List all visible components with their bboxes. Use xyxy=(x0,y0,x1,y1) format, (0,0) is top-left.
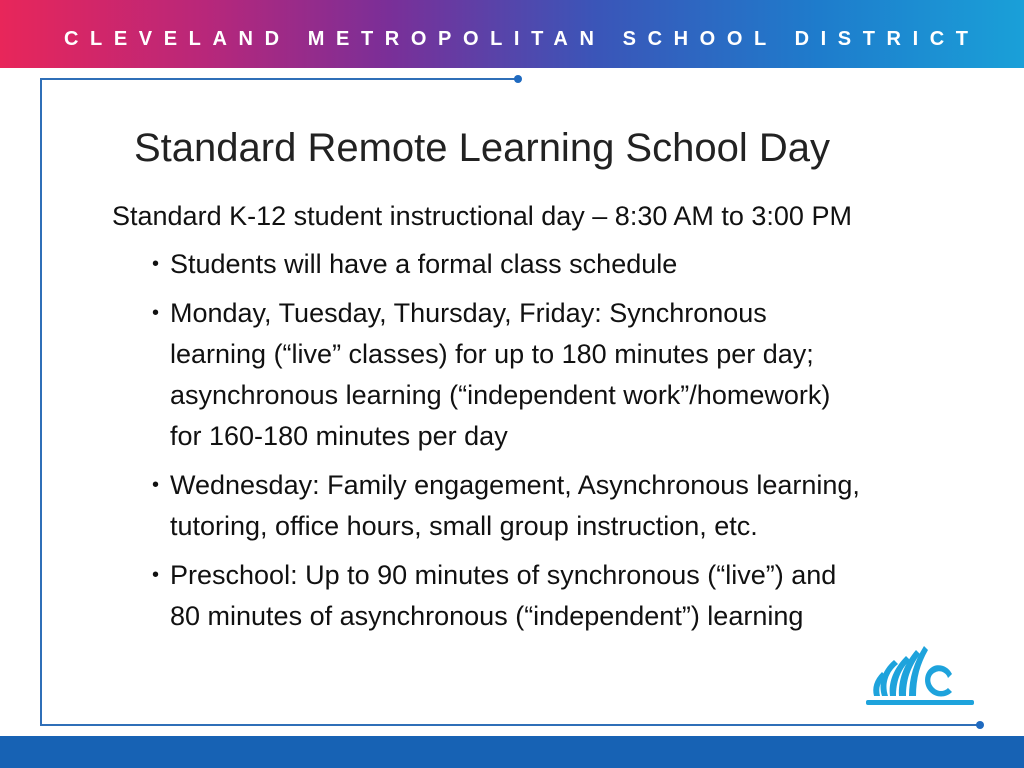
bullet-text: Monday, Tuesday, Thursday, Friday: Synchronous learning (“live” classes) for up to 180 minutes per day; asynchronous learning (“independent work”/homework) for 160-180 minutes per day xyxy=(170,298,831,451)
bullet-icon: • xyxy=(152,253,160,275)
frame-bottom-line xyxy=(40,724,980,726)
slide-body xyxy=(112,196,992,645)
bullet-icon: • xyxy=(152,564,160,586)
intro-line: Standard K-12 student instructional day – 8:30 AM to 3:00 PM xyxy=(112,201,852,231)
list-item xyxy=(112,244,992,285)
footer-bar xyxy=(0,736,1024,768)
district-logo-icon xyxy=(864,644,976,714)
list-item xyxy=(112,465,992,547)
bullet-text: Students will have a formal class schedule xyxy=(170,249,678,279)
slide-title: Standard Remote Learning School Day xyxy=(134,126,830,170)
frame-bottom-dot xyxy=(976,721,984,729)
frame-top-dot xyxy=(514,75,522,83)
frame-left-line xyxy=(40,78,42,726)
bullet-icon: • xyxy=(152,302,160,324)
bullet-text: Wednesday: Family engagement, Asynchronous learning, tutoring, office hours, small group instruction, etc. xyxy=(170,470,860,541)
bullet-icon: • xyxy=(152,474,160,496)
bullet-list xyxy=(112,244,992,637)
district-name: CLEVELAND METROPOLITAN SCHOOL DISTRICT xyxy=(64,28,980,50)
list-item xyxy=(112,293,992,457)
header-banner xyxy=(0,0,1024,68)
list-item xyxy=(112,555,992,637)
frame-top-line xyxy=(40,78,518,80)
bullet-text: Preschool: Up to 90 minutes of synchronous (“live”) and 80 minutes of asynchronous (“independent”) learning xyxy=(170,560,837,631)
